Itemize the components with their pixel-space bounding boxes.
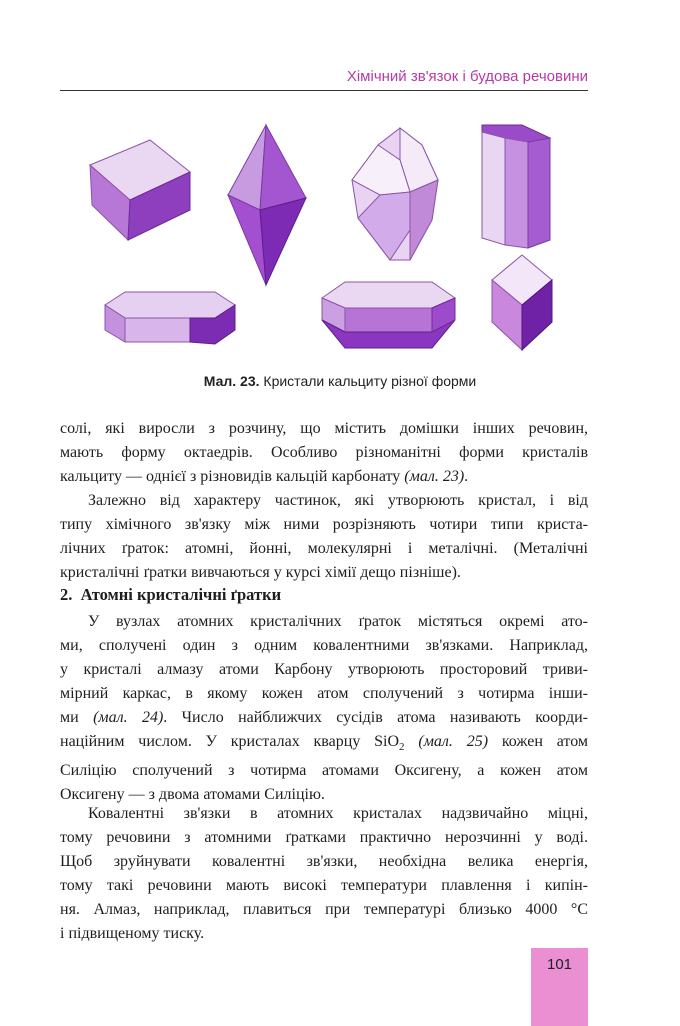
text-line: Оксигену — з двома атомами Силіцію.: [60, 786, 325, 804]
text-line: у кристалі алмазу атоми Карбону утворюють просторовий триви-: [60, 661, 588, 678]
figure-caption: [0, 373, 680, 389]
crystal-cube: [492, 255, 552, 350]
text-line: Щоб зруйнувати ковалентні зв'язки, необхідна велика енергія,: [60, 853, 588, 870]
text-line: кальциту — однієї з різновидів кальцій карбонату (мал. 23).: [60, 468, 469, 485]
figure-ref: (мал. 24): [93, 709, 164, 726]
crystal-faceted: [352, 128, 438, 260]
text-line: типу хімічного зв'язку між ними розрізняють чотири типи криста-: [60, 516, 588, 533]
formula: SiO: [374, 733, 400, 750]
section-title: Атомні кристалічні ґратки: [80, 585, 282, 604]
text-line: тому речовини з атомними ґратками практично нерозчинні у воді.: [60, 829, 588, 846]
text-line: мають форму октаедрів. Особливо різноманітні форми кристалів: [60, 444, 588, 461]
figure-ref: (мал. 25): [404, 733, 489, 750]
page-number: 101: [546, 956, 573, 973]
crystal-flat-prism: [105, 292, 235, 344]
text-line: тому такі речовини мають високі температури плавлення і кипін-: [60, 877, 588, 894]
text-line: У вузлах атомних кристалічних ґраток містяться окремі ато-: [88, 613, 588, 630]
crystal-rhombohedron: [90, 140, 190, 240]
crystal-long-prism: [322, 282, 455, 348]
text-line: ми, сполучені один з одним ковалентними зв'язками. Наприклад,: [60, 637, 588, 654]
text-line: ми (мал. 24). Число найближчих сусідів атома називають коорди-: [60, 709, 588, 726]
crystals-figure: [60, 110, 590, 360]
paragraph-3: [60, 610, 588, 807]
text-line: Силіцію сполучений з чотирма атомами Оксигену, а кожен атом: [60, 762, 588, 780]
paragraph-2: [60, 489, 588, 585]
text-line: ня. Алмаз, наприклад, плавиться при температурі близько 4000 °С: [60, 901, 588, 918]
crystal-hexagonal-prism: [482, 125, 550, 248]
figure-ref: (мал. 23): [404, 468, 465, 485]
crystals-illustration: [60, 110, 590, 360]
paragraph-1: [60, 417, 588, 489]
text-line: мірний каркас, в якому кожен атом сполучений з чотирма інши-: [60, 685, 588, 702]
page-number-tab: [531, 948, 588, 1026]
text-line: кристалічні ґратки вивчаються у курсі хімії дещо пізніше).: [60, 564, 461, 581]
running-header: [60, 64, 588, 91]
paragraph-4: [60, 802, 588, 946]
text-line: Залежно від характеру частинок, які утворюють кристал, і від: [88, 492, 588, 509]
crystal-scalenohedron: [228, 125, 306, 285]
text-line: наційним числом. У кристалах кварцу SiO$_2$ (мал. 25) кожен атом: [60, 733, 589, 754]
text-line: лічних ґраток: атомні, йонні, молекулярні і металічні. (Металічні: [60, 540, 588, 557]
header-title: Хімічний зв'язок і будова речовини: [346, 68, 588, 85]
text-line: Ковалентні зв'язки в атомних кристалах надзвичайно міцні,: [88, 805, 588, 822]
section-number: 2.: [60, 585, 73, 604]
section-heading: [60, 585, 588, 605]
caption-label: Мал. 23.: [203, 373, 260, 389]
text-line: солі, які виросли з розчину, що містить домішки інших речовин,: [60, 420, 588, 437]
text-line: і підвищеному тиску.: [60, 925, 205, 942]
caption-text: Кристали кальциту різної форми: [259, 373, 477, 389]
